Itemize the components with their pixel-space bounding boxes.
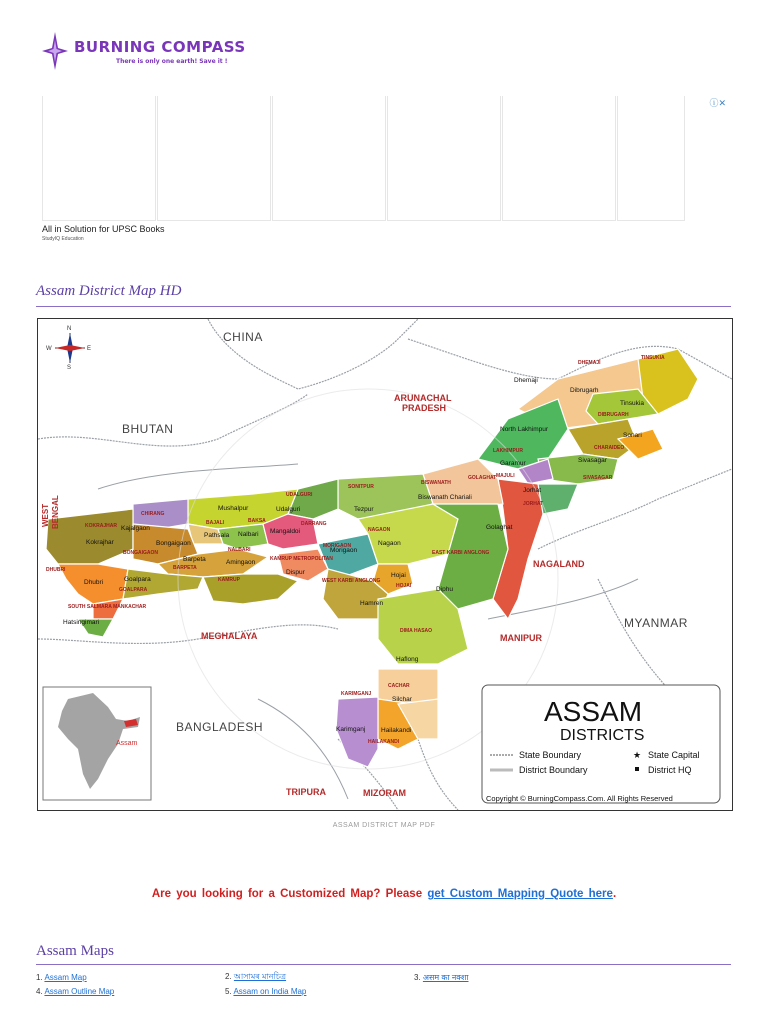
town-label: Bongaigaon bbox=[156, 540, 191, 547]
town-label: Diphu bbox=[436, 586, 453, 593]
town-label: Golaghat bbox=[486, 524, 513, 531]
state-label: TRIPURA bbox=[286, 787, 326, 797]
district-label: EAST KARBI ANGLONG bbox=[432, 550, 490, 556]
state-label: BENGAL bbox=[51, 495, 60, 529]
legend-district-boundary: District Boundary bbox=[519, 765, 588, 775]
compass-star-icon bbox=[40, 30, 70, 72]
state-label: PRADESH bbox=[402, 403, 447, 413]
town-label: Hailakandi bbox=[381, 727, 412, 734]
ad-cell[interactable] bbox=[42, 96, 156, 221]
map-caption: ASSAM DISTRICT MAP PDF bbox=[332, 822, 436, 829]
district-label: DARRANG bbox=[301, 521, 327, 527]
district-label: KAMRUP bbox=[218, 577, 240, 583]
town-label: Hojai bbox=[391, 572, 406, 579]
assamese-map-link[interactable]: আসামৰ মানচিত্ৰ bbox=[233, 971, 287, 981]
logo-tagline: There is only one earth! Save it ! bbox=[116, 57, 228, 65]
assam-district-map[interactable] bbox=[37, 318, 733, 811]
town-label: Karimganj bbox=[336, 726, 366, 733]
district-label: HAILAKANDI bbox=[368, 739, 400, 745]
town-label: Dibrugarh bbox=[570, 387, 599, 394]
district-label: UDALGURI bbox=[286, 492, 313, 498]
district-label: DHEMAJI bbox=[578, 360, 601, 366]
district-label: MAJULI bbox=[496, 473, 515, 479]
ad-source: StudyIQ Education bbox=[42, 236, 84, 242]
district-label: NAGAON bbox=[368, 527, 391, 533]
town-label: Pathsala bbox=[204, 532, 230, 539]
town-label: Kajalgaon bbox=[121, 525, 150, 532]
town-label: Haflong bbox=[396, 656, 419, 663]
town-label: Jorhat bbox=[523, 487, 542, 494]
district-label: BISWANATH bbox=[421, 480, 451, 486]
list-item: 2. আসামৰ মানচিত্ৰ bbox=[225, 971, 287, 981]
district-label: SOUTH SALMARA MANKACHAR bbox=[68, 604, 147, 610]
district-label: JORHAT bbox=[523, 501, 544, 507]
town-label: Barpeta bbox=[183, 556, 206, 563]
town-label: Hatsingimari bbox=[63, 619, 100, 626]
town-label: Dhemaji bbox=[514, 377, 538, 384]
district-label: SIVASAGAR bbox=[583, 475, 613, 481]
ad-cell[interactable] bbox=[157, 96, 271, 221]
state-label: NAGALAND bbox=[533, 559, 585, 569]
ad-cell[interactable] bbox=[387, 96, 501, 221]
town-label: Garamur bbox=[500, 460, 526, 467]
state-label: MIZORAM bbox=[363, 788, 406, 798]
district-label: BAJALI bbox=[206, 520, 225, 526]
india-map-link[interactable]: Assam on India Map bbox=[233, 986, 307, 996]
town-label: Biswanath Chariali bbox=[418, 494, 472, 501]
district-label: BARPETA bbox=[173, 565, 197, 571]
district-label: TINSUKIA bbox=[641, 355, 665, 361]
district-label: KARIMGANJ bbox=[341, 691, 372, 697]
state-capital-star-icon: ★ bbox=[633, 750, 642, 760]
list-item: 5. Assam on India Map bbox=[225, 986, 307, 996]
district-label: GOLAGHAT bbox=[468, 475, 497, 481]
state-label: MEGHALAYA bbox=[201, 631, 258, 641]
ad-title[interactable]: All in Solution for UPSC Books bbox=[42, 224, 165, 234]
district-label: BAKSA bbox=[248, 518, 266, 524]
site-logo[interactable] bbox=[40, 30, 246, 72]
legend-title: ASSAM bbox=[544, 696, 643, 727]
district-label: WEST KARBI ANGLONG bbox=[322, 578, 381, 584]
outline-map-link[interactable]: Assam Outline Map bbox=[44, 986, 115, 996]
state-label: WEST bbox=[41, 503, 50, 527]
district-label: SONITPUR bbox=[348, 484, 374, 490]
state-label: MANIPUR bbox=[500, 633, 542, 643]
town-label: Amingaon bbox=[226, 559, 256, 566]
assam-map-link[interactable]: Assam Map bbox=[44, 972, 87, 982]
map-section-title: Assam District Map HD bbox=[36, 283, 182, 299]
inset-label: Assam bbox=[116, 740, 138, 747]
town-label: Tinsukia bbox=[620, 400, 644, 407]
town-label: Sivasagar bbox=[578, 457, 607, 464]
town-label: Mushalpur bbox=[218, 505, 249, 512]
district-label: DIMA HASAO bbox=[400, 628, 433, 634]
district-label: BONGAIGAON bbox=[123, 550, 158, 556]
country-label: BANGLADESH bbox=[176, 720, 264, 734]
town-label: Udalguri bbox=[276, 506, 301, 513]
district-label: DIBRUGARH bbox=[598, 412, 629, 418]
town-label: Nagaon bbox=[378, 540, 401, 547]
cta-end: . bbox=[612, 888, 617, 900]
town-label: Sonari bbox=[623, 432, 642, 439]
ad-cell[interactable] bbox=[272, 96, 386, 221]
assam-maps-title: Assam Maps bbox=[36, 943, 114, 959]
legend-copyright: Copyright © BurningCompass.Com. All Rights Reserved bbox=[486, 794, 673, 803]
country-label: BHUTAN bbox=[122, 422, 174, 436]
map-svg bbox=[38, 319, 732, 810]
custom-mapping-quote-link[interactable]: get Custom Mapping Quote here bbox=[427, 888, 613, 900]
district-label: CHARAIDEO bbox=[594, 445, 625, 451]
town-label: Kokrajhar bbox=[86, 539, 114, 546]
legend-state-boundary: State Boundary bbox=[519, 750, 582, 760]
town-label: North Lakhimpur bbox=[500, 426, 549, 433]
section-divider bbox=[36, 306, 731, 307]
town-label: Dispur bbox=[286, 569, 305, 576]
district-label: LAKHIMPUR bbox=[493, 448, 523, 454]
list-item: 3. असम का नक्शा bbox=[414, 972, 469, 982]
town-label: Dhubri bbox=[84, 579, 104, 586]
country-label: CHINA bbox=[223, 330, 263, 344]
district-label: CACHAR bbox=[388, 683, 410, 689]
hindi-map-link[interactable]: असम का नक्शा bbox=[422, 972, 469, 982]
district-label: KAMRUP METROPOLITAN bbox=[270, 556, 333, 562]
ad-cell[interactable] bbox=[502, 96, 616, 221]
list-item: 4. Assam Outline Map bbox=[36, 986, 115, 996]
town-label: Mangaldoi bbox=[270, 528, 300, 535]
ad-banner[interactable] bbox=[42, 96, 730, 246]
compass-e: E bbox=[87, 346, 92, 352]
legend-district-hq: District HQ bbox=[648, 765, 692, 775]
town-label: Silchar bbox=[392, 696, 412, 703]
ad-cell[interactable] bbox=[617, 96, 685, 221]
district-label: KOKRAJHAR bbox=[85, 523, 117, 529]
town-label: Hamren bbox=[360, 600, 384, 607]
town-label: Morigaon bbox=[330, 547, 358, 554]
ad-choices-close-icon[interactable]: ⓘ✕ bbox=[709, 99, 726, 109]
compass-w: W bbox=[46, 346, 52, 352]
assam-maps-list bbox=[36, 970, 731, 998]
custom-map-cta bbox=[0, 888, 768, 900]
district-hq-square-icon bbox=[635, 767, 639, 771]
compass-n: N bbox=[67, 326, 72, 332]
town-label: Tezpur bbox=[354, 506, 374, 513]
district-label: MORIGAON bbox=[323, 543, 352, 549]
district-label: HOJAI bbox=[396, 583, 412, 589]
country-label: MYANMAR bbox=[624, 616, 688, 630]
section-divider bbox=[36, 964, 731, 965]
district-label: CHIRANG bbox=[141, 511, 165, 517]
logo-title: BURNING COMPASS bbox=[74, 37, 246, 56]
legend-subtitle: DISTRICTS bbox=[560, 727, 645, 744]
district-label: NALBARI bbox=[228, 547, 251, 553]
district-label: GOALPARA bbox=[119, 587, 148, 593]
state-label: ARUNACHAL bbox=[394, 393, 452, 403]
district-label: DHUBRI bbox=[46, 567, 66, 573]
compass-s: S bbox=[67, 365, 72, 371]
legend-state-capital: State Capital bbox=[648, 750, 700, 760]
cta-text: Are you looking for a Customized Map? Please bbox=[151, 888, 423, 900]
list-item: 1. Assam Map bbox=[36, 972, 87, 982]
ad-image-strip bbox=[42, 96, 686, 221]
town-label: Nalbari bbox=[238, 531, 259, 538]
town-label: Goalpara bbox=[124, 576, 151, 583]
